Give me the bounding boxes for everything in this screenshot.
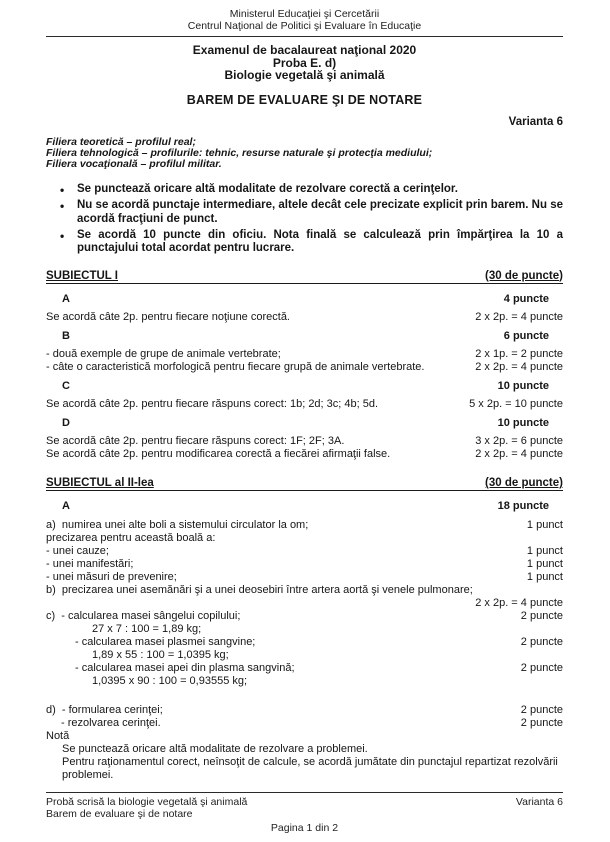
section-letter: B [62,329,70,342]
section-letter: D [62,416,70,429]
points-value: 5 x 2p. = 10 puncte [469,398,563,410]
list-item [46,229,563,256]
criterion-text: Se acordă câte 2p. pentru fiecare răspuns corect: 1F; 2F; 3A. [46,435,345,447]
barem-title: BAREM DE EVALUARE ŞI DE NOTARE [186,92,423,107]
calculation-text: 27 x 7 : 100 = 1,89 kg; [92,622,202,635]
points-value [555,675,563,688]
variant-label: Varianta 6 [508,115,563,128]
points-value: 2 puncte [520,609,563,622]
section-letter: A [62,500,70,512]
table-row [46,597,563,610]
footer-exam-name: Probă scrisă la biologie vegetală şi animală [46,796,248,808]
bullet-icon [46,229,77,256]
table-row [46,610,563,623]
rule-text: Nu se acordă punctaje intermediare, altele decât cele precizate explicit prin barem. Nu se acordă fracţiuni de punct. [77,199,563,225]
exam-subject: Biologie vegetală şi animală [224,68,385,82]
criterion-text: d) - formularea cerinţei; [46,703,163,716]
table-row [46,730,563,743]
criterion-text: c) - calcularea masei sângelui copilului; [46,609,241,622]
criterion-text: - calcularea masei plasmei sangvine; [75,635,256,648]
filiera-line: Filiera tehnologică – profilurile: tehnic, resurse naturale şi protecţia mediului; [46,146,433,159]
criterion-text: - câte o caracteristică morfologică pentru fiecare grupă de animale vertebrate. [46,361,425,373]
subject1-title: SUBIECTUL I [46,269,118,282]
criterion-text: a) numirea unei alte boli a sistemului circulator la om; [46,518,309,531]
table-row [46,435,563,448]
general-rules-list [46,183,563,256]
rule-text: Se acordă 10 puncte din oficiu. Nota finală se calculează prin împărţirea la 10 a punctajului total acordat pentru lucrare. [77,228,563,254]
criterion-text: - două exemple de grupe de animale vertebrate; [46,348,281,360]
table-row [46,662,563,675]
bullet-icon [46,183,77,197]
center-name: Centrul Naţional de Politici şi Evaluare în Educaţie [187,20,422,32]
points-value: 2 x 2p. = 4 puncte [475,311,563,323]
table-row [46,649,563,662]
points-value: 2 x 2p. = 4 puncte [475,596,563,609]
points-value: 6 puncte [503,329,549,342]
points-value: 4 puncte [503,292,549,305]
page-footer [46,792,563,834]
criterion-text: Se acordă câte 2p. pentru fiecare noţiune corectă. [46,311,290,323]
section-letter: A [62,292,70,305]
table-row [46,704,563,717]
calculation-text: 1,0395 x 90 : 100 = 0,93555 kg; [92,674,248,687]
points-value: 2 puncte [520,635,563,648]
table-row [46,417,563,430]
table-row [46,500,563,513]
page-number: Pagina 1 din 2 [270,822,339,834]
table-row [46,545,563,558]
footer-doc-name: Barem de evaluare şi de notare [46,808,193,820]
table-row [46,623,563,636]
ministry-header [46,8,563,32]
criterion-text: - unei cauze; [46,544,109,557]
table-row [46,293,563,306]
filiera-block [46,137,563,170]
points-value: 2 puncte [520,661,563,674]
points-value: 1 punct [526,570,563,583]
filiera-line: Filiera teoretică – profilul real; [46,135,196,148]
exam-proba: Proba E. d) [272,55,337,70]
table-row [46,380,563,393]
list-item [46,183,563,197]
table-row [46,361,563,374]
table-row [46,348,563,361]
footer-variant: Varianta 6 [515,796,563,808]
list-item [46,199,563,226]
table-row [46,636,563,649]
table-row [46,311,563,324]
points-value [555,623,563,636]
subject1-rows [46,293,563,462]
criterion-text: Se acordă câte 2p. pentru modificarea corectă a fiecărei afirmaţii false. [46,448,391,460]
table-row [46,675,563,688]
points-value: 1 punct [526,557,563,570]
exam-title: Examenul de bacalaureat naţional 2020 [192,43,417,57]
points-value: 2 x 2p. = 4 puncte [475,361,563,373]
points-value: 2 x 2p. = 4 puncte [475,448,563,460]
table-row [46,519,563,532]
criterion-text: - calcularea masei apei din plasma sangvină; [75,661,295,674]
criterion-text: Se acordă câte 2p. pentru fiecare răspuns corect: 1b; 2d; 3c; 4b; 5d. [46,398,379,410]
points-value: 10 puncte [497,379,549,392]
points-value [555,649,563,662]
subject2-heading [46,476,563,491]
table-row [46,717,563,730]
points-value: 18 puncte [497,500,549,512]
subject2-title: SUBIECTUL al II-lea [46,477,154,489]
points-value: 1 punct [526,544,563,557]
section-letter: C [62,379,70,392]
points-value: 10 puncte [497,416,549,429]
header-divider [46,36,563,37]
points-value: 2 puncte [520,716,563,729]
criterion-text: - unei manifestări; [46,557,134,570]
criterion-text: - unei măsuri de prevenire; [46,570,177,583]
criterion-text: - rezolvarea cerinţei. [61,716,161,729]
points-value: 1 punct [526,518,563,531]
table-row [46,398,563,411]
table-row [46,584,563,597]
table-row [46,330,563,343]
table-row [46,571,563,584]
filiera-line: Filiera vocaţională – profilul militar. [46,157,222,170]
exam-title-block [46,44,563,82]
criterion-text: precizarea pentru această boală a: [46,531,216,544]
calculation-text: 1,89 x 55 : 100 = 1,0395 kg; [92,648,229,661]
table-row [46,532,563,545]
points-value [555,532,563,545]
table-row [46,558,563,571]
ministry-name: Ministerul Educaţiei şi Cercetării [229,8,380,20]
nota-line: Pentru raţionamentul corect, neînsoţit de calcule, se acordă jumătate din punctajul repartizat rezolvării problemei. [62,755,558,781]
table-row [46,448,563,461]
subject1-heading [46,269,563,284]
nota-label: Notă [46,729,70,742]
points-value [555,584,563,597]
criterion-text: b) precizarea unei asemănări şi a unei deosebiri între artera aortă şi venele pulmonare; [46,583,473,596]
rule-text: Se punctează oricare altă modalitate de rezolvare corectă a cerinţelor. [77,182,458,195]
nota-line: Se punctează oricare altă modalitate de rezolvare a problemei. [62,742,368,755]
nota-block [46,743,563,782]
points-value: 2 x 1p. = 2 puncte [475,348,563,360]
subject2-total-points: (30 de puncte) [485,477,563,489]
points-value: 2 puncte [520,703,563,716]
bullet-icon [46,199,77,226]
subject1-total-points: (30 de puncte) [485,269,563,282]
subject2-rows [46,500,563,743]
points-value: 3 x 2p. = 6 puncte [475,435,563,447]
